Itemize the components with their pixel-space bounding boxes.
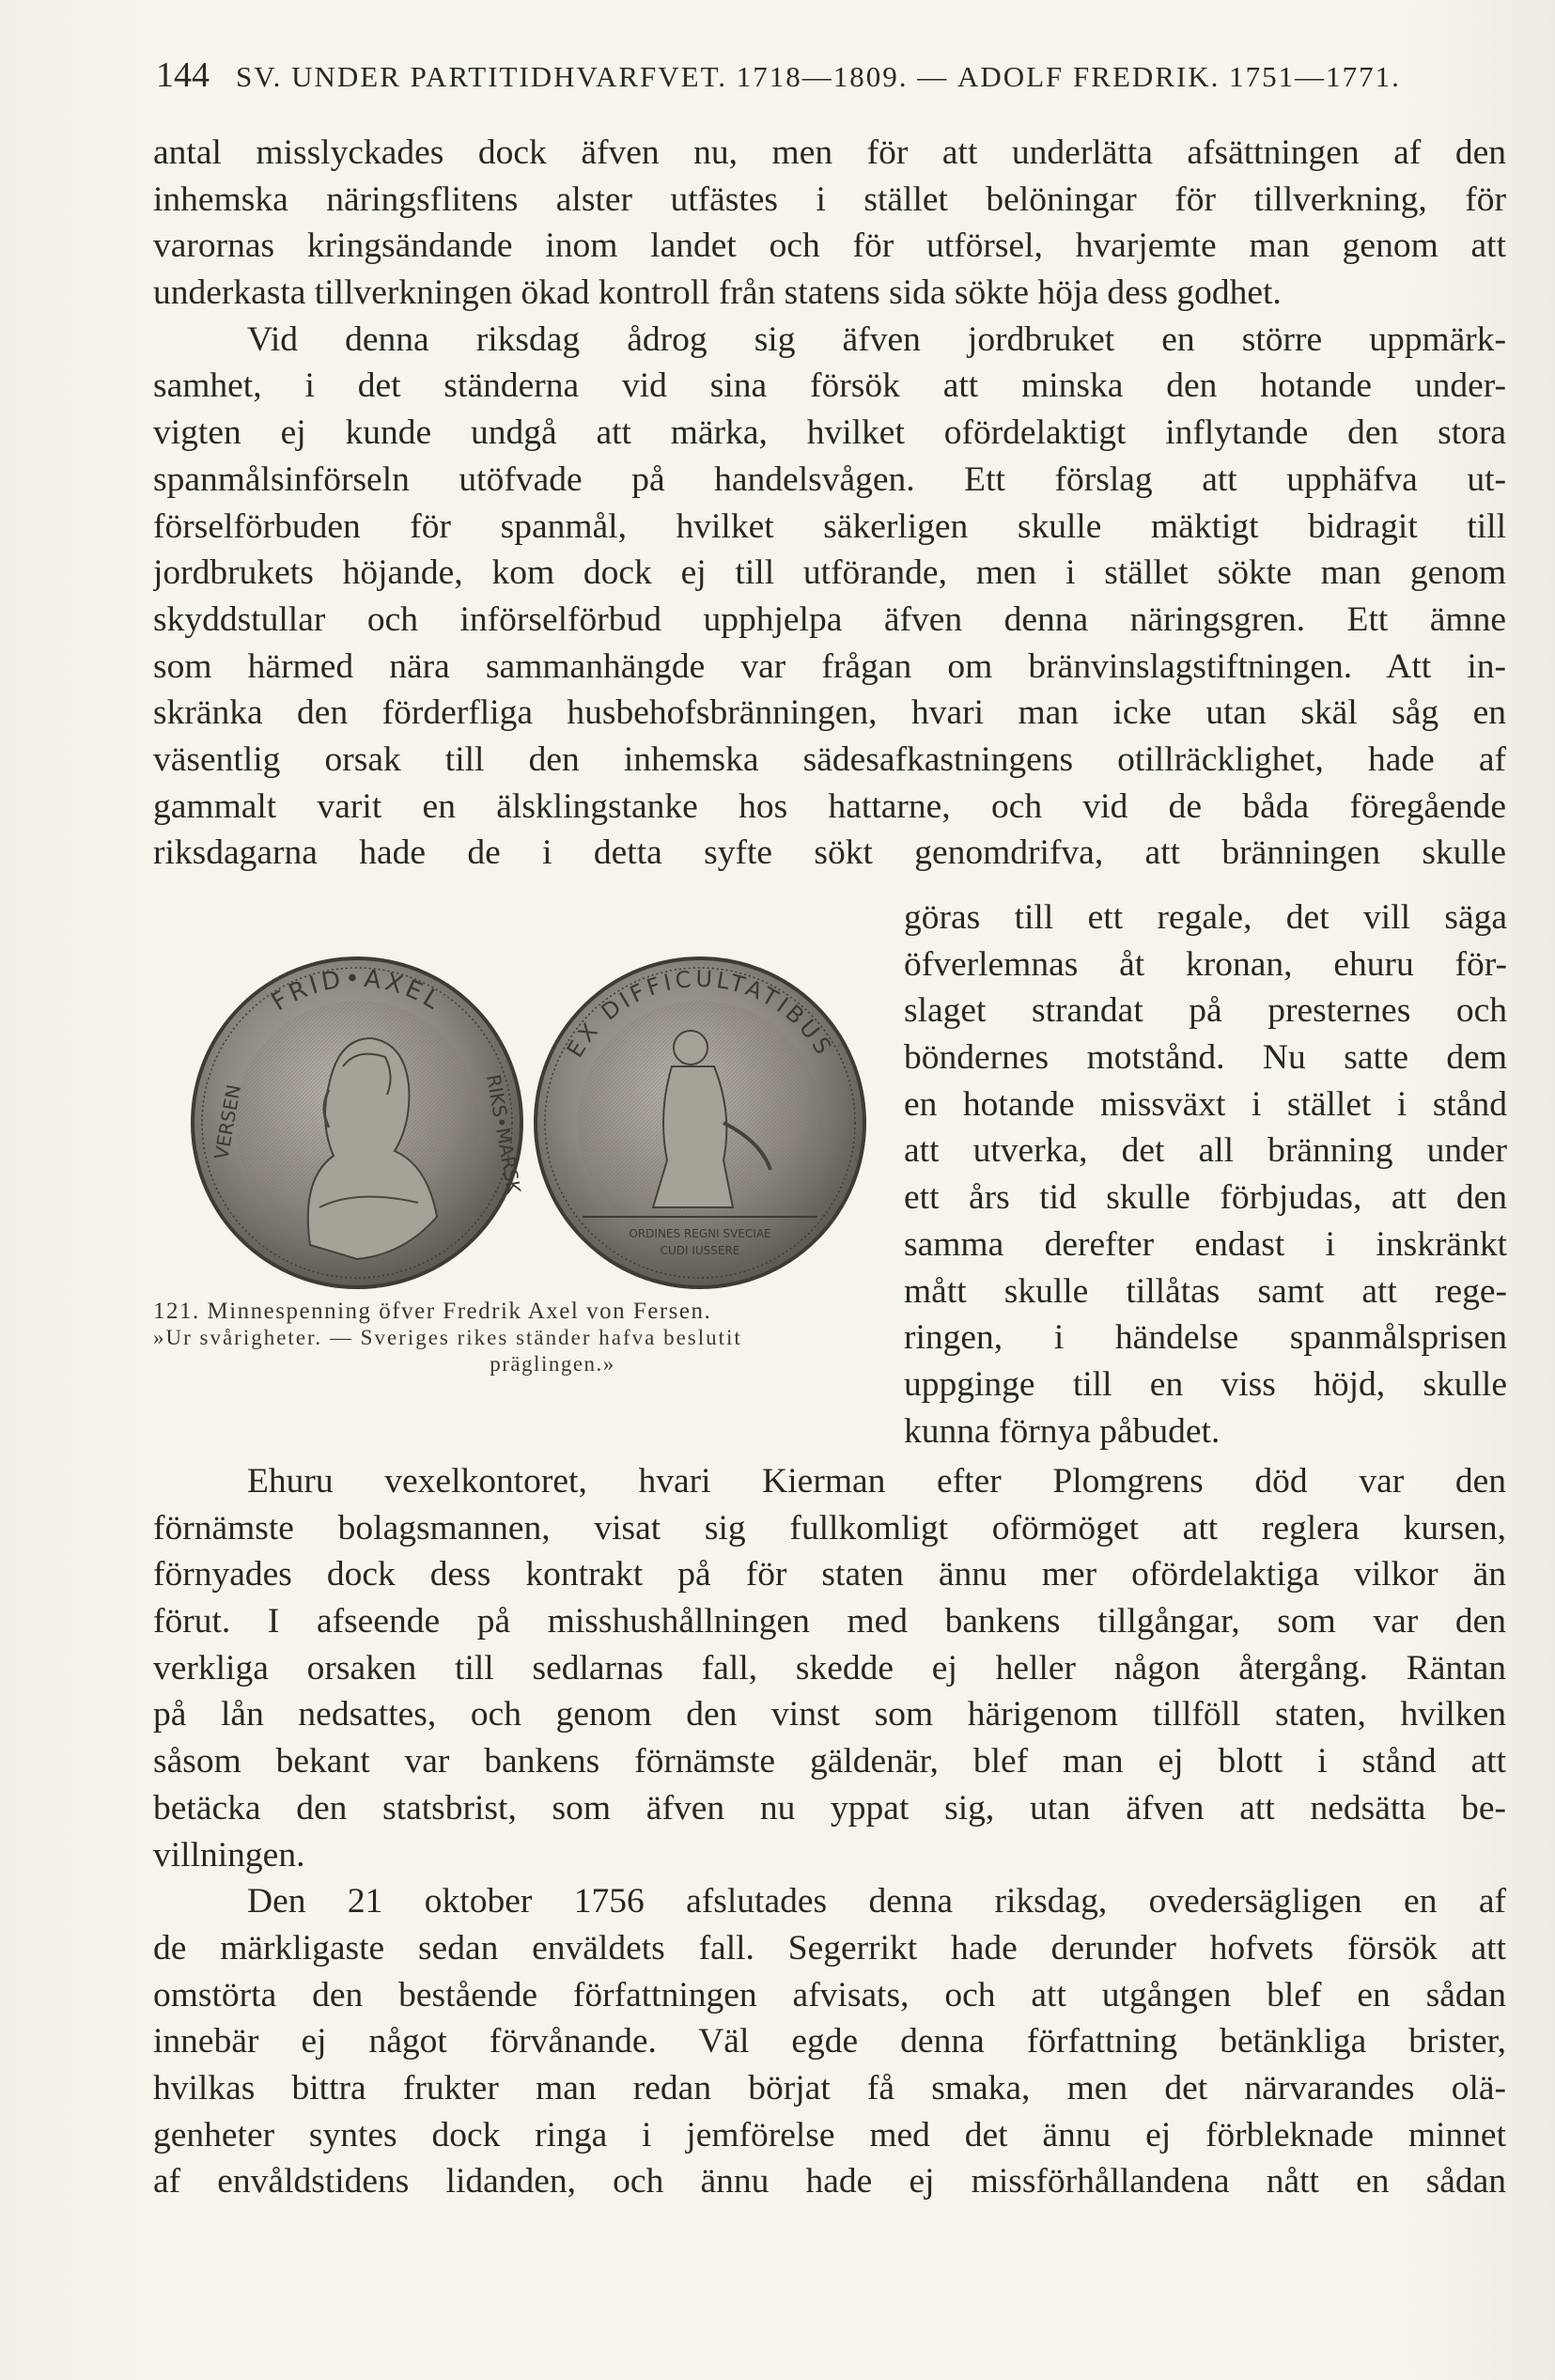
running-title-right: ADOLF FREDRIK. 1751—1771. (956, 60, 1401, 93)
body-text-lower (153, 1458, 1506, 2205)
text-line: ringen, i händelse spanmålsprisen (904, 1318, 1507, 1358)
body-text-upper (153, 130, 1506, 877)
text-line: spanmålsinförseln utöfvade på handelsvågen. Ett förslag att upphäfva ut- (153, 459, 1506, 499)
text-line: samma derefter endast i inskränkt (904, 1224, 1507, 1264)
text-line: antal misslyckades dock äfven nu, men för att underlätta afsättningen af den (153, 133, 1506, 172)
text-line: uppginge till en viss höjd, skulle (904, 1364, 1507, 1404)
figure-caption (153, 1299, 895, 1377)
text-line: Vid denna riksdag ådrog sig äfven jordbruket en större uppmärk- (247, 319, 1506, 359)
obverse-legend-left: VERSEN (210, 1082, 245, 1161)
obverse-legend: FRID•AXEL (267, 964, 448, 1018)
text-line: mått skulle tillåtas samt att rege- (904, 1271, 1507, 1311)
medal-obverse (193, 958, 525, 1287)
text-line: förut. I afseende på misshushållningen med bankens tillgångar, som var den (153, 1602, 1506, 1641)
text-line: Den 21 oktober 1756 afslutades denna riksdag, ovedersägligen en af (247, 1882, 1506, 1921)
text-line: jordbrukets höjande, kom dock ej till utförande, men i stället sökte man genom (153, 553, 1506, 593)
text-line: Ehuru vexelkontoret, hvari Kierman efter Plomgrens död var den (247, 1462, 1506, 1501)
running-title-left: SV. UNDER PARTITIDHVARFVET. 1718—1809. (236, 60, 909, 93)
text-line: böndernes motstånd. Nu satte dem (904, 1038, 1507, 1078)
caption-title: 121. Minnespenning öfver Fredrik Axel von Fersen. (153, 1299, 712, 1324)
running-header (156, 54, 1509, 101)
medal-reverse (536, 958, 864, 1287)
text-line: som härmed nära sammanhängde var frågan om bränvinslagstiftningen. Att in- (153, 646, 1506, 686)
obverse-legend-right: RIKS•MARSK (482, 1072, 525, 1195)
body-text-column (904, 894, 1507, 1454)
text-line: ett års tid skulle förbjudas, att den (904, 1178, 1507, 1218)
caption-quote: »Ur svårigheter. — Sveriges rikes ständer hafva beslutit (153, 1326, 742, 1349)
text-line: af envåldstidens lidanden, och ännu hade ej missförhållandena nått en sådan (153, 2162, 1506, 2201)
text-line: riksdagarna hade de i detta syfte sökt genomdrifva, att bränningen skulle (153, 833, 1506, 873)
text-line: varornas kringsändande inom landet och för utförsel, hvarjemte man genom att (153, 226, 1506, 266)
medal-illustration (169, 935, 883, 1311)
text-line: vigten ej kunde undgå att märka, hvilket ofördelaktigt inflytande den stora (153, 413, 1506, 453)
text-line: samhet, i det ständerna vid sina försök att minska den hotande under- (153, 366, 1506, 406)
text-line: förnyades dock dess kontrakt på för staten ännu mer ofördelaktiga vilkor än (153, 1555, 1506, 1594)
reverse-exergue-2: CUDI IUSSERE (660, 1244, 740, 1257)
text-line: underkasta tillverkningen ökad kontroll från statens sida sökte höja dess godhet. (153, 273, 1282, 313)
text-line: hvilkas bittra frukter man redan börjat få smaka, men det närvarandes olä- (153, 2068, 1506, 2108)
text-line: göras till ett regale, det vill säga (904, 898, 1507, 937)
text-line: skyddstullar och införselförbud upphjelpa äfven denna näringsgren. Ett ämne (153, 599, 1506, 639)
text-line: kunna förnya påbudet. (904, 1411, 1221, 1451)
medal-figure (169, 935, 883, 1311)
text-line: omstörta den bestående författningen afvisats, och att utgången blef en sådan (153, 1975, 1506, 2014)
text-line: villningen. (153, 1835, 305, 1874)
text-line: de märkligaste sedan enväldets fall. Segerrikt hade derunder hofvets försök att (153, 1928, 1506, 1968)
text-line: betäcka den statsbrist, som äfven nu yppat sig, utan äfven att nedsätta be- (153, 1788, 1506, 1828)
text-line: innebär ej något förvånande. Väl egde denna författning betänkliga brister, (153, 2022, 1506, 2061)
text-line: inhemska näringsflitens alster utfästes i stället belöningar för tillverkning, för (153, 179, 1506, 219)
text-line: att utverka, det all bränning under (904, 1131, 1507, 1171)
caption-quote-end: präglingen.» (490, 1352, 615, 1376)
text-line: förnämste bolagsmannen, visat sig fullkomligt oförmöget att reglera kursen, (153, 1508, 1506, 1548)
text-line: öfverlemnas åt kronan, ehuru för- (904, 944, 1507, 984)
text-line: gammalt varit en älsklingstanke hos hattarne, och vid de båda föregående (153, 786, 1506, 826)
text-line: en hotande missväxt i stället i stånd (904, 1084, 1507, 1124)
text-line: på lån nedsattes, och genom den vinst som härigenom tillföll staten, hvilken (153, 1695, 1506, 1734)
text-line: skränka den förderfliga husbehofsbränningen, hvari man icke utan skäl såg en (153, 693, 1506, 733)
header-separator: — (917, 60, 949, 93)
text-line: verkliga orsaken till sedlarnas fall, skedde ej heller någon återgång. Räntan (153, 1648, 1506, 1688)
text-line: förselförbuden för spanmål, hvilket säkerligen skulle mäktigt bidragit till (153, 506, 1506, 546)
reverse-legend: EX DIFFICULTATIBUS (561, 965, 839, 1063)
text-line: genheter syntes dock ringa i jemförelse med det ännu ej förbleknade minnet (153, 2115, 1506, 2154)
reverse-exergue-1: ORDINES REGNI SVECIAE (629, 1227, 771, 1240)
page-number: 144 (156, 55, 210, 95)
text-line: slaget strandat på presternes och (904, 991, 1507, 1031)
text-line: såsom bekant var bankens förnämste gäldenär, blef man ej blott i stånd att (153, 1742, 1506, 1781)
text-line: väsentlig orsak till den inhemska sädesafkastningens otillräcklighet, hade af (153, 739, 1506, 779)
